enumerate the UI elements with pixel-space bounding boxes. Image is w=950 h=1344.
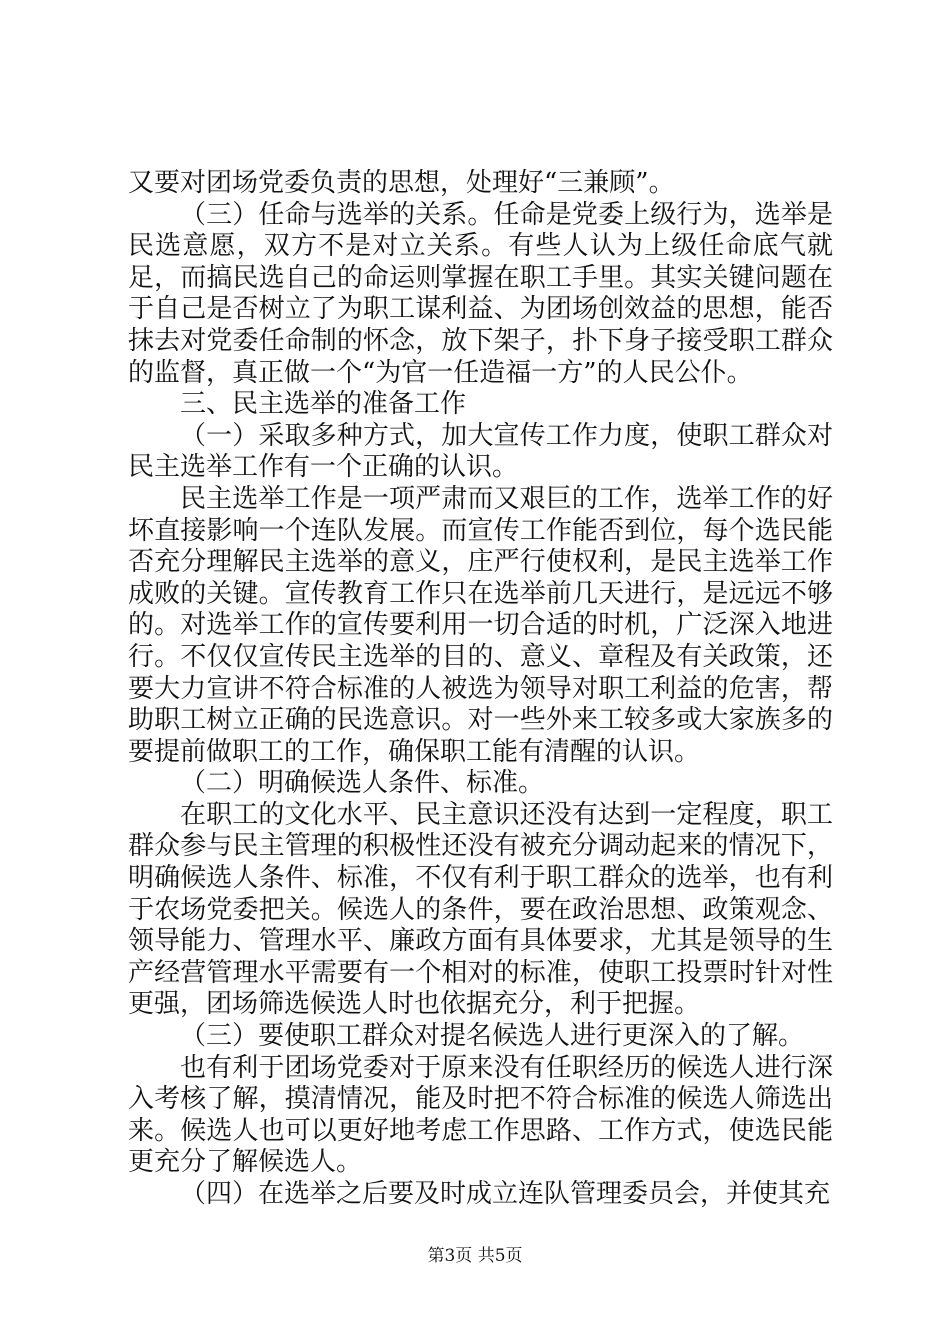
section-heading-preparation: 三、民主选举的准备工作 xyxy=(180,389,467,420)
paragraph-appointment-vs-election: （三）任命与选举的关系。任命是党委上级行为，选举是民选意愿，双方不是对立关系。有些人认为上级任命底气就足，而搞民选自己的命运则掌握在职工手里。其实关键问题在于自己是否树立了为职工谋利益、为团场创效益的思想，能否抹去对党委任命制的怀念，放下架子，扑下身子接受职工群众的监督，真正做一个“为官一任造福一方”的人民公仆。 xyxy=(128,199,833,388)
page-number-footer: 第3页 共5页 xyxy=(427,1246,523,1266)
paragraph-continuation: 又要对团场党委负责的思想，处理好“三兼顾”。 xyxy=(128,168,675,198)
subheading-publicity: （一）采取多种方式，加大宣传工作力度，使职工群众对民主选举工作有一个正确的认识。 xyxy=(128,420,833,483)
subheading-candidate-criteria: （二）明确候选人条件、标准。 xyxy=(180,768,545,799)
document-body xyxy=(128,168,833,1211)
paragraph-candidate-criteria: 在职工的文化水平、民主意识还没有达到一定程度，职工群众参与民主管理的积极性还没有被充分调动起来的情况下，明确候选人条件、标准，不仅有利于职工群众的选举，也有利于农场党委把关。候选人的条件，要在政治思想、政策观念、领导能力、管理水平、廉政方面有具体要求，尤其是领导的生产经营管理水平需要有一个相对的标准，使职工投票时针对性更强，团场筛选候选人时也依据充分，利于把握。 xyxy=(128,799,833,1020)
paragraph-publicity: 民主选举工作是一项严肃而又艰巨的工作，选举工作的好坏直接影响一个连队发展。而宣传工作能否到位，每个选民能否充分理解民主选举的意义，庄严行使权利，是民主选举工作成败的关键。宣传教育工作只在选举前几天进行，是远远不够的。对选举工作的宣传要利用一切合适的时机，广泛深入地进行。不仅仅宣传民主选举的目的、意义、章程及有关政策，还要大力宣讲不符合标准的人被选为领导对职工利益的危害，帮助职工树立正确的民选意识。对一些外来工较多或大家族多的要提前做职工的工作，确保职工能有清醒的认识。 xyxy=(128,483,833,767)
subheading-management-committee: （四）在选举之后要及时成立连队管理委员会，并使其充 xyxy=(180,1179,831,1209)
subheading-understand-candidates: （三）要使职工群众对提名候选人进行更深入的了解。 xyxy=(180,1021,805,1052)
paragraph-understand-candidates: 也有利于团场党委对于原来没有任职经历的候选人进行深入考核了解，摸清情况，能及时把不符合标准的候选人筛选出来。候选人也可以更好地考虑工作思路、工作方式，使选民能更充分了解候选人。 xyxy=(128,1052,833,1178)
